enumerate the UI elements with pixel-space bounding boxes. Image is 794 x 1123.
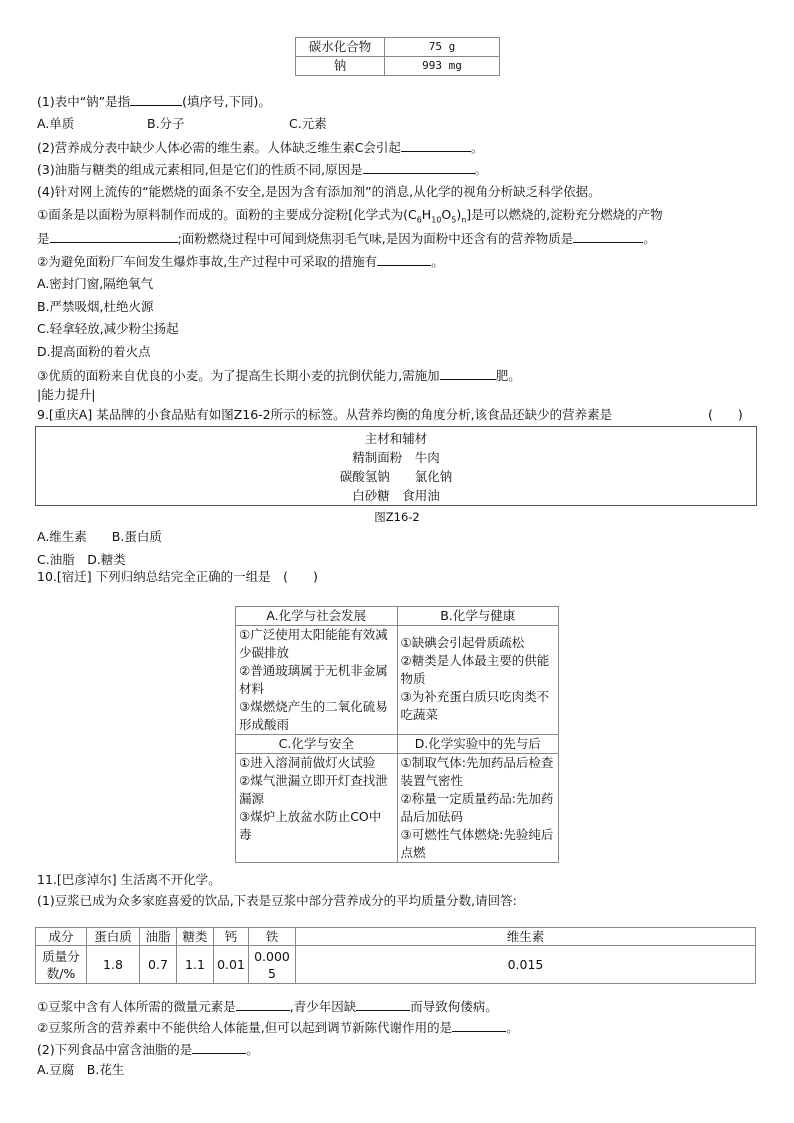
list-item: ②称量一定质量药品:先加药品后加砝码 (400, 791, 554, 824)
table-header: 糖类 (177, 928, 214, 946)
list-item: ②糖类是人体最主要的供能物质 (400, 653, 550, 686)
figure-caption: 图Z16-2 (374, 510, 420, 524)
answer-blank[interactable] (440, 366, 496, 380)
q9-stem: 9.[重庆A] 某品牌的小食品贴有如图Z16-2所示的标签。从营养均衡的角度分析,该食品还缺少的营养素是 (37, 407, 613, 422)
q8-part1-line1: ①面条是以面粉为原料制作而成的。面粉的主要成分淀粉[化学式为$(C_6H_{10}O_5)_n$]是可以燃烧的,淀粉充分燃烧的产物 (37, 207, 663, 225)
q11-sub2-options: A.豆腐 B.花生 (37, 1062, 125, 1077)
nutrition-table (295, 37, 500, 76)
list-item: ③为补充蛋白质只吃肉类不吃蔬菜 (400, 689, 550, 722)
q8-part2: ②为避免面粉厂车间发生爆炸事故,生产过程中可采取的措施有 。 (37, 254, 444, 269)
table-row (36, 946, 756, 984)
q8-sub1: (1)表中“钠”是指 (填序号,下同)。 (37, 94, 271, 109)
table-row (236, 626, 559, 735)
table-header: 油脂 (140, 928, 177, 946)
q8-part2-option-c: C.轻拿轻放,减少粉尘扬起 (37, 321, 179, 336)
q11-part1: ①豆浆中含有人体所需的微量元素是 ,青少年因缺 而导致佝偻病。 (37, 999, 498, 1014)
answer-blank[interactable] (50, 229, 178, 243)
table-cell (236, 626, 398, 735)
table-cell (397, 754, 559, 863)
table-row (296, 57, 500, 76)
table-cell: 75 g (385, 38, 500, 57)
table-row (296, 38, 500, 57)
list-item: ③可燃性气体燃烧:先验纯后点燃 (400, 827, 554, 860)
list-item: ③煤炉上放盆水防止CO中毒 (239, 809, 382, 842)
table-header: B.化学与健康 (397, 607, 559, 626)
answer-blank[interactable] (401, 138, 471, 152)
table-row (36, 928, 756, 946)
option-c: C.元素 (289, 116, 327, 131)
table-header: A.化学与社会发展 (236, 607, 398, 626)
q8-sub2: (2)营养成分表中缺少人体必需的维生素。人体缺乏维生素C会引起 。 (37, 140, 484, 155)
list-item: ①制取气体:先加药品后检查装置气密性 (400, 755, 554, 788)
list-item: ③煤燃烧产生的二氧化硫易形成酸雨 (239, 699, 388, 732)
table-row (236, 735, 559, 754)
soymilk-nutrition-table (35, 927, 756, 984)
table-cell: 碳水化合物 (296, 38, 385, 57)
list-item: ①广泛使用太阳能能有效减少碳排放 (239, 627, 388, 660)
table-row (236, 754, 559, 863)
list-item: ①进入溶洞前做灯火试验 (239, 755, 376, 770)
table-cell: 0.000 5 (249, 946, 296, 984)
answer-blank[interactable] (130, 92, 182, 106)
q8-sub4: (4)针对网上流传的“能燃烧的面条不安全,是因为含有添加剂”的消息,从化学的视角分析缺乏科学依据。 (37, 184, 601, 199)
label-line: 精制面粉 牛肉 (352, 450, 440, 465)
answer-blank[interactable] (363, 160, 475, 174)
table-header: 铁 (249, 928, 296, 946)
table-cell: 1.8 (87, 946, 140, 984)
answer-blank[interactable] (356, 997, 410, 1011)
q11-sub1: (1)豆浆已成为众多家庭喜爱的饮品,下表是豆浆中部分营养成分的平均质量分数,请回答: (37, 893, 517, 908)
table-header: 成分 (36, 928, 87, 946)
table-header: D.化学实验中的先与后 (397, 735, 559, 754)
table-header: C.化学与安全 (236, 735, 398, 754)
q11-sub2: (2)下列食品中富含油脂的是 。 (37, 1042, 259, 1057)
q8-part1-line2: 是 ;面粉燃烧过程中可闻到烧焦羽毛气味,是因为面粉中还含有的营养物质是 。 (37, 231, 656, 246)
table-cell: 0.01 (214, 946, 249, 984)
list-item: ②煤气泄漏立即开灯查找泄漏源 (239, 773, 388, 806)
table-cell (397, 626, 559, 735)
q11-part2: ②豆浆所含的营养素中不能供给人体能量,但可以起到调节新陈代谢作用的是 。 (37, 1020, 519, 1035)
section-heading: |能力提升| (37, 387, 96, 402)
table-cell: 钠 (296, 57, 385, 76)
table-row-label: 质量分数/% (36, 946, 87, 984)
answer-blank[interactable] (377, 252, 431, 266)
table-cell: 1.1 (177, 946, 214, 984)
label-line: 碳酸氢钠 氯化钠 (339, 469, 453, 484)
food-label-box (35, 426, 757, 506)
q9-options-line1: A.维生素 B.蛋白质 (37, 529, 162, 544)
q10-summary-table (235, 606, 559, 863)
answer-blank[interactable] (236, 997, 290, 1011)
table-cell: 0.015 (296, 946, 756, 984)
q8-part2-option-d: D.提高面粉的着火点 (37, 344, 151, 359)
list-item: ①缺碘会引起骨质疏松 (400, 635, 525, 650)
label-line: 白砂糖 食用油 (352, 488, 440, 503)
q8-part2-option-a: A.密封门窗,隔绝氧气 (37, 276, 154, 291)
table-cell: 0.7 (140, 946, 177, 984)
table-header: 蛋白质 (87, 928, 140, 946)
q11-stem: 11.[巴彦淖尔] 生活离不开化学。 (37, 872, 221, 887)
list-item: ②普通玻璃属于无机非金属材料 (239, 663, 388, 696)
q9-options-line2: C.油脂 D.糖类 (37, 552, 126, 567)
q8-sub1-options (37, 115, 327, 133)
table-row (236, 607, 559, 626)
table-cell: 993 mg (385, 57, 500, 76)
q8-sub3: (3)油脂与糖类的组成元素相同,但是它们的性质不同,原因是 。 (37, 162, 488, 177)
table-header: 维生素 (296, 928, 756, 946)
answer-blank[interactable] (573, 229, 643, 243)
q10-stem: 10.[宿迁] 下列归纳总结完全正确的一组是 ( ) (37, 569, 318, 584)
table-cell (236, 754, 398, 863)
answer-blank[interactable] (452, 1018, 506, 1032)
q9-answer-paren: ( ) (708, 407, 743, 422)
q8-part2-option-b: B.严禁吸烟,杜绝火源 (37, 299, 154, 314)
label-line: 主材和辅材 (364, 431, 428, 446)
option-a: A.单质 (37, 116, 75, 131)
answer-blank[interactable] (192, 1040, 246, 1054)
table-header: 钙 (214, 928, 249, 946)
q8-part3: ③优质的面粉来自优良的小麦。为了提高生长期小麦的抗倒伏能力,需施加 肥。 (37, 368, 521, 383)
option-b: B.分子 (147, 116, 185, 131)
